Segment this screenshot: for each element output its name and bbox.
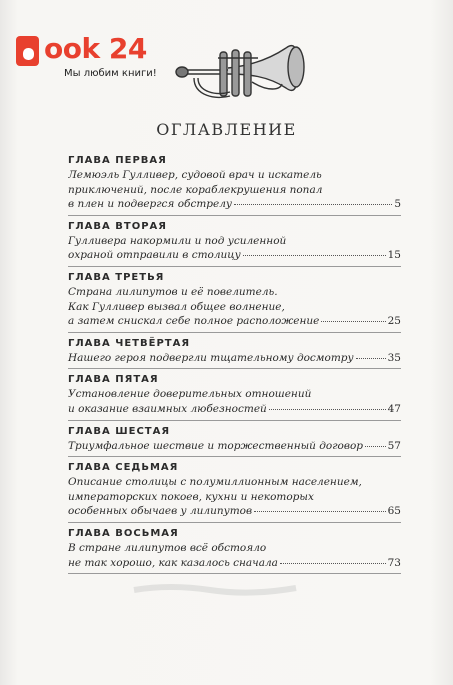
chapter-title-line: В стране лилипутов всё обстояло <box>68 541 267 554</box>
chapter-heading: ГЛАВА ШЕСТАЯ <box>68 425 171 437</box>
chapter-title-final-line <box>68 504 401 519</box>
toc-chapter[interactable] <box>68 526 401 574</box>
chapter-heading: ГЛАВА ПЯТАЯ <box>68 374 159 386</box>
chapter-title-line: не так хорошо, как казалось сначала <box>68 556 278 569</box>
chapter-title-line: охраной отправили в столицу <box>68 249 241 262</box>
dot-leader <box>269 400 386 410</box>
chapter-title-line: Страна лилипутов и её повелитель. <box>68 285 278 298</box>
chapter-entry <box>68 439 401 454</box>
chapter-title-line: особенных обычаев у лилипутов <box>68 505 253 518</box>
chapter-title-final-line <box>68 402 401 417</box>
logo-tagline: Мы любим книги! <box>64 68 157 79</box>
chapter-title-line: и оказание взаимных любезностей <box>68 402 267 415</box>
toc-chapter[interactable] <box>68 270 401 333</box>
page-number: 25 <box>387 315 401 328</box>
chapter-title-line: Установление доверительных отношений <box>68 388 312 401</box>
chapter-heading: ГЛАВА ПЕРВАЯ <box>68 155 167 166</box>
chapter-title-line: приключений, после кораблекрушения попал <box>68 183 323 196</box>
table-of-contents <box>68 153 401 577</box>
chapter-title-final-line <box>68 351 401 366</box>
chapter-divider <box>68 266 401 267</box>
chapter-entry <box>68 351 401 366</box>
dot-leader <box>280 554 386 564</box>
toc-chapter[interactable] <box>68 424 401 458</box>
logo-wordmark: ook 24 <box>44 32 147 65</box>
chapter-divider <box>68 522 401 523</box>
book24-logo[interactable] <box>16 32 157 92</box>
chapter-title-line: императорских покоев, кухни и некоторых <box>68 490 314 503</box>
chapter-heading: ГЛАВА ВОСЬМАЯ <box>68 527 179 539</box>
chapter-divider <box>68 420 401 421</box>
chapter-entry <box>68 168 401 212</box>
chapter-heading: ГЛАВА СЕДЬМАЯ <box>68 462 179 474</box>
chapter-entry <box>68 475 401 519</box>
chapter-heading: ГЛАВА ЧЕТВЁРТАЯ <box>68 337 191 349</box>
chapter-entry <box>68 387 401 416</box>
page-number: 65 <box>387 505 401 518</box>
toc-title: ОГЛАВЛЕНИЕ <box>156 120 297 139</box>
page-number: 35 <box>387 351 401 364</box>
chapter-title-final-line <box>68 556 401 571</box>
decorative-ink-mark <box>130 578 300 602</box>
chapter-title-line: Нашего героя подвергли тщательному досмотру <box>68 351 354 364</box>
chapter-title-line: а затем снискал себе полное расположение <box>68 315 320 328</box>
chapter-title-line: Лемюэль Гулливер, судовой врач и искатель <box>68 169 322 181</box>
dot-leader <box>234 195 392 205</box>
chapter-title-final-line <box>68 314 401 329</box>
toc-chapter[interactable] <box>68 336 401 370</box>
chapter-title-final-line <box>68 197 401 212</box>
chapter-heading: ГЛАВА ТРЕТЬЯ <box>68 271 165 283</box>
dot-leader <box>254 502 386 512</box>
dot-leader <box>365 437 386 447</box>
page-number: 5 <box>394 198 401 211</box>
chapter-entry <box>68 285 401 329</box>
chapter-divider <box>68 215 401 216</box>
chapter-title-line: в плен и подвергся обстрелу <box>68 198 233 211</box>
chapter-divider <box>68 573 401 574</box>
toc-chapter[interactable] <box>68 153 401 216</box>
page-number: 47 <box>387 402 401 415</box>
chapter-entry <box>68 541 401 570</box>
trumpet-illustration <box>168 30 328 110</box>
page-number: 57 <box>387 439 401 452</box>
chapter-entry <box>68 234 401 263</box>
page-number: 15 <box>387 249 401 262</box>
chapter-title-line: Гулливера накормили и под усиленной <box>68 234 287 247</box>
chapter-divider <box>68 332 401 333</box>
dot-leader <box>321 312 385 322</box>
logo-b-mark <box>16 36 39 66</box>
page-number: 73 <box>387 556 401 569</box>
chapter-heading: ГЛАВА ВТОРАЯ <box>68 220 167 232</box>
toc-chapter[interactable] <box>68 219 401 267</box>
chapter-title-line: Как Гулливер вызвал общее волнение, <box>68 300 285 313</box>
chapter-title-final-line <box>68 439 401 454</box>
dot-leader <box>356 349 386 359</box>
chapter-divider <box>68 456 401 457</box>
chapter-title-line: Описание столицы с полумиллионным населением, <box>68 476 362 489</box>
dot-leader <box>243 246 386 256</box>
toc-chapter[interactable] <box>68 372 401 420</box>
toc-chapter[interactable] <box>68 460 401 523</box>
chapter-title-final-line <box>68 248 401 263</box>
chapter-divider <box>68 368 401 369</box>
chapter-title-line: Триумфальное шествие и торжественный договор <box>68 439 364 452</box>
